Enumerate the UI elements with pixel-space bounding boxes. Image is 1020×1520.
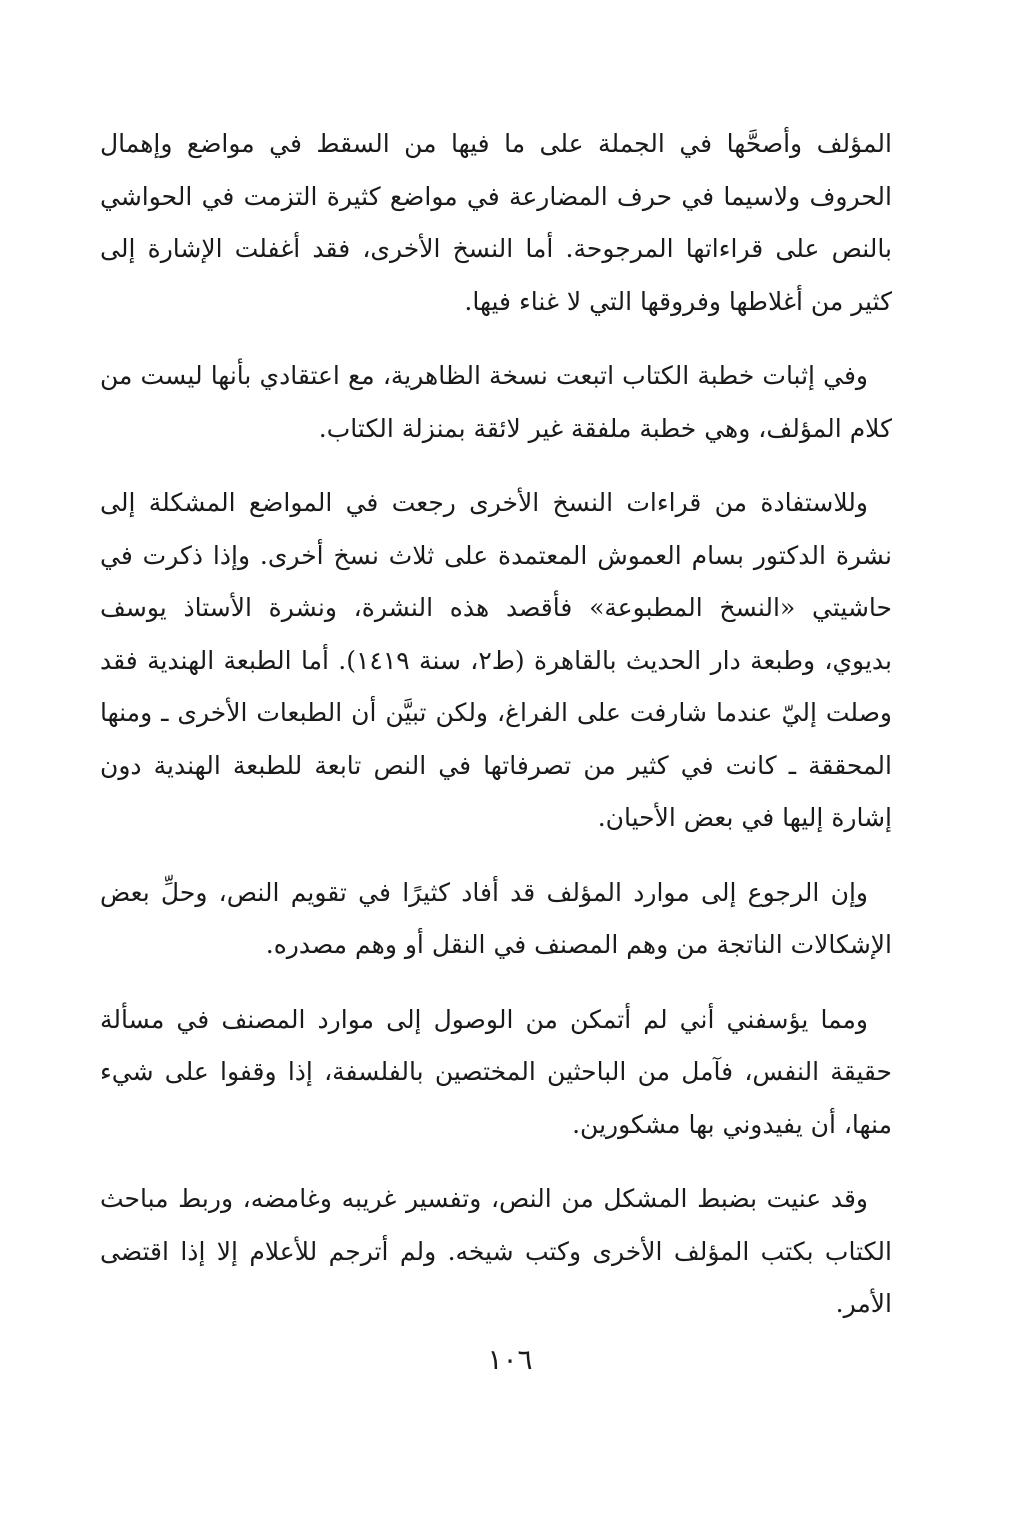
paragraph-request: ومما يؤسفني أني لم أتمكن من الوصول إلى موارد المصنف في مسألة حقيقة النفس، فآمل من الباحثين المختصين بالفلسفة، إذا وقفوا على شيء منها، أن يفيدوني بها مشكورين. [100,1004,892,1139]
page-number: ١٠٦ [487,1343,533,1376]
paragraph-method: وقد عنيت بضبط المشكل من النص، وتفسير غريبه وغامضه، وربط مباحث الكتاب بكتب المؤلف الأخرى وكتب شيخه. ولم أترجم للأعلام إلا إذا اقتضى الأمر. [100,1184,892,1318]
paragraph-editions: وللاستفادة من قراءات النسخ الأخرى رجعت في المواضع المشكلة إلى نشرة الدكتور بسام العموش المعتمدة على ثلاث نسخ أخرى. وإذا ذكرت في حاشيتي «النسخ المطبوعة» فأقصد هذه النشرة، ونشرة الأستاذ يوسف بديوي، وطبعة دار الحديث بالقاهرة (ط٢، سنة ١٤١٩). أما الطبعة الهندية فقد وصلت إليّ عندما شارفت على الفراغ، ولكن تبيَّن أن الطبعات الأخرى ـ ومنها المحققة ـ كانت في كثير من تصرفاتها في النص تابعة للطبعة الهندية دون إشارة إليها في بعض الأحيان. [100,488,892,832]
paragraph-preface: وفي إثبات خطبة الكتاب اتبعت نسخة الظاهرية، مع اعتقادي بأنها ليست من كلام المؤلف، وهي خطبة ملفقة غير لائقة بمنزلة الكتاب. [100,361,892,443]
paragraph-sources: وإن الرجوع إلى موارد المؤلف قد أفاد كثيرًا في تقويم النص، وحلِّ بعض الإشكالات الناتجة من وهم المصنف في النقل أو وهم مصدره. [100,877,892,959]
page-body [100,118,892,1331]
paragraph-manuscripts: المؤلف وأصحَّها في الجملة على ما فيها من السقط في مواضع وإهمال الحروف ولاسيما في حرف المضارعة في مواضع كثيرة التزمت في الحواشي بالنص على قراءاتها المرجوحة. أما النسخ الأخرى، فقد أغفلت الإشارة إلى كثير من أغلاطها وفروقها التي لا غناء فيها. [100,129,892,316]
